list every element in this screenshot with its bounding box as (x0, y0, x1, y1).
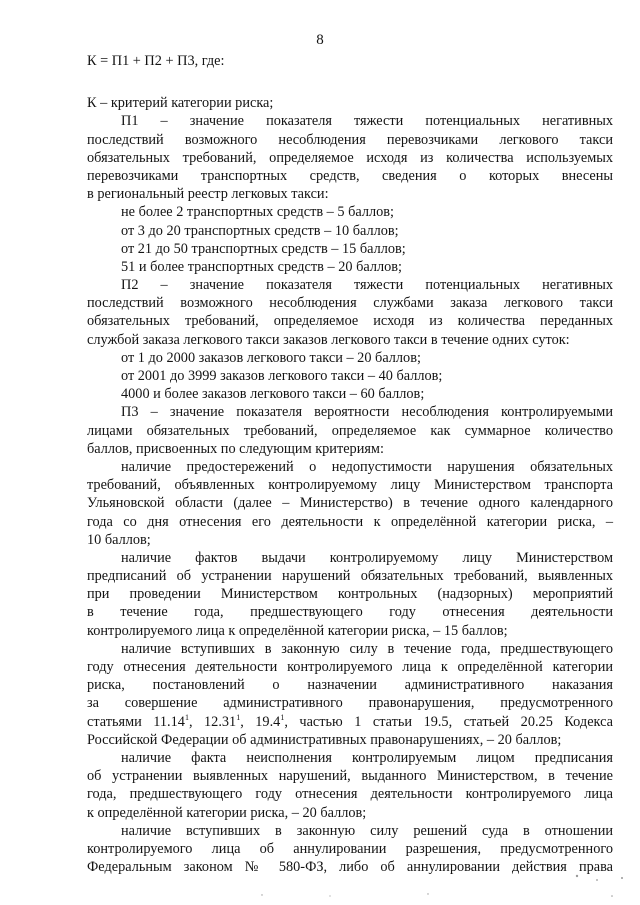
p3-criterion-penalties: Российской Федерации об административных правонарушениях, – 20 баллов; (87, 731, 562, 748)
superscript: 1 (236, 712, 241, 722)
definition-p2-line: последствий возможного несоблюдения службами заказа легкового такси (87, 295, 613, 312)
p3-criterion-warnings: наличие предостережений о недопустимости нарушения обязательных (121, 458, 613, 475)
p3-criterion-court: наличие вступивших в законную силу решений суда в отношении (121, 822, 613, 839)
p2-criterion: от 1 до 2000 заказов легкового такси – 20 баллов; (121, 349, 421, 366)
p3-criterion-warnings: 10 баллов; (87, 531, 151, 548)
p1-criterion: от 3 до 20 транспортных средств – 10 баллов; (121, 222, 399, 239)
definition-p1-line: обязательных требований, определяемое исходя из количества используемых (87, 149, 613, 166)
definition-p1-line: в региональный реестр легковых такси: (87, 186, 329, 203)
p3-criterion-orders: предписаний об устранении нарушений обязательных требований, выявленных (87, 568, 613, 585)
p2-criterion: 4000 и более заказов легкового такси – 60 баллов; (121, 386, 425, 403)
text-segment: статьями 11.14 (87, 713, 185, 730)
p3-criterion-orders: контролируемого лица к определённой категории риска, – 15 баллов; (87, 622, 508, 639)
p3-criterion-nonfulfillment: года, предшествующего году отнесения деятельности контролируемого лица (87, 786, 613, 803)
p3-criterion-nonfulfillment: об устранении выявленных нарушений, выданного Министерством, в течение (87, 768, 613, 785)
p3-criterion-nonfulfillment: наличие факта неисполнения контролируемым лицом предписания (121, 749, 613, 766)
p3-criterion-orders: при проведении Министерством контрольных (надзорных) мероприятий (87, 586, 613, 603)
p3-criterion-court: контролируемого лица об аннулировании разрешения, предусмотренного (87, 840, 613, 857)
page-number: 8 (316, 32, 324, 48)
text-segment: , 12.31 (188, 713, 237, 730)
superscript: 1 (184, 712, 189, 722)
text-segment: , 19.4 (240, 713, 281, 730)
p3-criterion-warnings: года со дня отнесения его деятельности к определённой категории риска, – (87, 513, 613, 530)
p1-criterion: 51 и более транспортных средств – 20 баллов; (121, 258, 402, 275)
definition-p2-line: П2 – значение показателя тяжести потенциальных негативных (121, 277, 613, 294)
p3-criterion-penalties: риска, постановлений о назначении административного наказания (87, 677, 613, 694)
definition-p3-line: лицами обязательных требований, определяемое как суммарное количество (87, 422, 613, 439)
formula-line: К = П1 + П2 + П3, где: (87, 53, 225, 69)
p3-criterion-penalties: наличие вступивших в законную силу в течение года, предшествующего (121, 640, 613, 657)
p1-criterion: от 21 до 50 транспортных средств – 15 баллов; (121, 240, 406, 257)
definition-p1-line: П1 – значение показателя тяжести потенциальных негативных (121, 113, 613, 130)
definition-p2-line: обязательных требований, определяемое исходя из количества переданных (87, 313, 613, 330)
p1-criterion: не более 2 транспортных средств – 5 баллов; (121, 204, 395, 221)
p3-criterion-penalties: за совершение административного правонарушения, предусмотренного (87, 695, 613, 712)
p3-criterion-warnings: требований, объявленных контролируемому лицу Министерством транспорта (87, 477, 613, 494)
p3-criterion-orders: наличие фактов выдачи контролируемому лицу Министерством (121, 549, 613, 566)
p3-criterion-nonfulfillment: к определённой категории риска, – 20 баллов; (87, 804, 367, 821)
definition-p3-line: П3 – значение показателя вероятности несоблюдения контролируемыми (121, 404, 613, 421)
superscript: 1 (280, 712, 285, 722)
definition-k: К – критерий категории риска; (87, 95, 274, 112)
text-segment: , частью 1 статьи 19.5, статьей 20.25 Кодекса (284, 713, 613, 730)
p2-criterion: от 2001 до 3999 заказов легкового такси – 40 баллов; (121, 368, 443, 384)
p3-criterion-penalties: году отнесения деятельности контролируемого лица к определённой категории (87, 659, 613, 675)
p3-criterion-orders: в течение года, предшествующего году отнесения деятельности (87, 604, 613, 621)
definition-p3-line: баллов, присвоенных по следующим критериям: (87, 440, 384, 457)
p3-criterion-court: Федеральным законом № 580-ФЗ, либо об аннулировании действия права (87, 859, 613, 876)
definition-p1-line: перевозчиками транспортных средств, сведения о которых внесены (87, 167, 613, 184)
definition-p1-line: последствий возможного несоблюдения перевозчиками легкового такси (87, 131, 613, 148)
p3-criterion-warnings: Ульяновской области (далее – Министерство) в течение одного календарного (87, 495, 613, 512)
definition-p2-line: службой заказа легкового такси заказов легкового такси в течение одних суток: (87, 331, 570, 348)
